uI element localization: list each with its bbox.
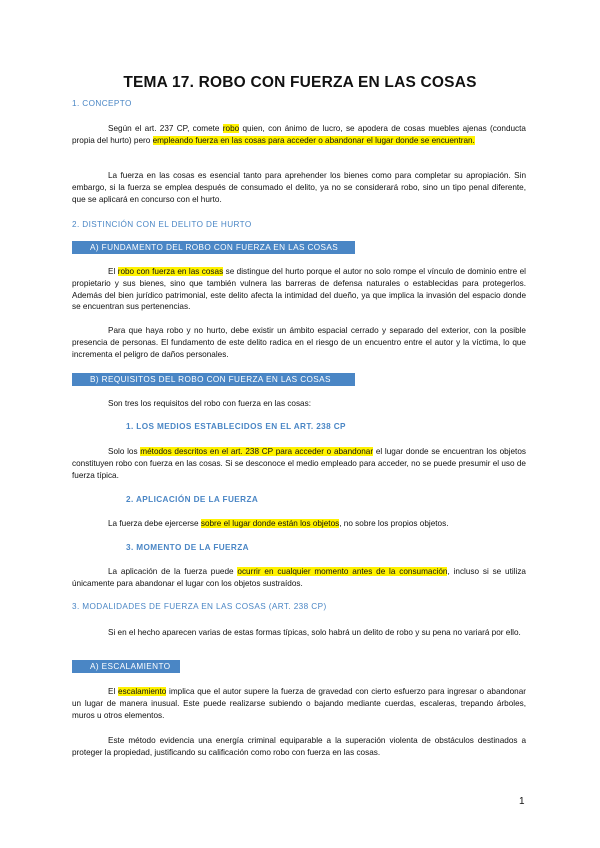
highlight-sobre-el-lugar: sobre el lugar donde están los objetos [200,519,340,528]
text-run: quien, con ánimo de lucro, se apodera de cosas muebles ajenas (conducta propia del hurto) pero [72,124,526,145]
highlight-escalamiento: escalamiento [118,687,167,696]
paragraph-ambito-cerrado [72,325,526,360]
text-run: , no sobre los propios objetos. [339,519,449,528]
highlight-robo: robo [222,124,240,133]
paragraph-tres-requisitos [72,398,526,410]
paragraph-energia-criminal [72,735,526,759]
subheading-fundamento [72,241,355,254]
section-heading-distincion: 2. DISTINCIÓN CON EL DELITO DE HURTO [72,220,252,229]
highlight-robo-con-fuerza: robo con fuerza en las cosas [117,267,224,276]
subheading-label: B) REQUISITOS DEL ROBO CON FUERZA EN LAS COSAS [90,375,331,384]
text-run: Para que haya robo y no hurto, debe existir un ámbito espacial cerrado y separado del exterior, con la posible presencia de personas. El fundamento de este delito radica en el riesgo de un encuentro entre el autor y la víctima, lo que incrementa el peligro de daños personales. [72,326,526,359]
highlight-cualquier-momento: ocurrir en cualquier momento antes de la consumación [237,567,448,576]
paragraph-definicion-robo [72,123,526,147]
paragraph-escalamiento [72,686,526,721]
text-run: Son tres los requisitos del robo con fuerza en las cosas: [108,399,311,408]
paragraph-robo-distincion [72,266,526,313]
text-run: La aplicación de la fuerza puede [108,567,238,576]
paragraph-varias-formas [72,627,526,639]
paragraph-fuerza-esencial [72,170,526,205]
page-number: 1 [519,796,525,807]
text-run: Solo los [108,447,141,456]
text-run: La fuerza debe ejercerse [108,519,201,528]
highlight-empleando-fuerza: empleando fuerza en las cosas para acceder o abandonar el lugar donde se encuentran. [152,135,475,145]
text-run: El [108,267,118,276]
numbered-heading-momento: 3. MOMENTO DE LA FUERZA [126,543,249,552]
subheading-requisitos [72,373,355,386]
numbered-heading-aplicacion: 2. APLICACIÓN DE LA FUERZA [126,495,259,504]
document-title: TEMA 17. ROBO CON FUERZA EN LAS COSAS [123,74,477,91]
subheading-label: A) FUNDAMENTO DEL ROBO CON FUERZA EN LAS COSAS [90,243,339,252]
text-run: , incluso si se utiliza únicamente para abandonar el lugar con los objetos sustraídos. [72,567,526,588]
subheading-label: A) ESCALAMIENTO [90,662,171,671]
text-run: Según el art. 237 CP, comete [108,124,223,133]
paragraph-medios [72,446,526,481]
text-run: El [108,687,119,696]
text-run: implica que el autor supere la fuerza de gravedad con cierto esfuerzo para ingresar o abandonar un lugar de manera inusual. Este puede realizarse subiendo o bajando mediante cuerdas, escaleras, trepando árboles, muros u otros elementos. [72,687,527,720]
text-run: se distingue del hurto porque el autor no solo rompe el vínculo de dominio entre el propietario y sus bienes, sino que también vulnera las barreras de defensa naturales o establecidas para protegerlos. Además del bien jurídico patrimonial, este delito afecta la intimidad del dueño, ya que implica la invasión del espacio donde se encuentran sus pertenencias. [72,267,526,312]
subheading-escalamiento [72,660,180,673]
paragraph-aplicacion [72,518,526,530]
section-heading-concepto: 1. CONCEPTO [72,99,132,108]
numbered-heading-medios: 1. LOS MEDIOS ESTABLECIDOS EN EL ART. 238 CP [126,422,346,431]
section-heading-modalidades: 3. MODALIDADES DE FUERZA EN LAS COSAS (ART. 238 CP) [72,602,327,611]
paragraph-momento [72,566,526,590]
text-run: Este método evidencia una energía criminal equiparable a la superación violenta de obstáculos destinados a proteger la propiedad, justificando su calificación como robo con fuerza en las cosas. [72,736,526,757]
text-run: Si en el hecho aparecen varias de estas formas típicas, solo habrá un delito de robo y su pena no variará por ello. [108,628,521,637]
highlight-metodos-descritos: métodos descritos en el art. 238 CP para acceder o abandonar [140,447,374,456]
text-run: La fuerza en las cosas es esencial tanto para aprehender los bienes como para completar su apropiación. Sin embargo, si la fuerza se emplea después de consumado el delito, ya no se considerará robo, sino un tipo penal diferente, que se aplicará en concurso con el hurto. [72,171,526,204]
text-run: el lugar donde se encuentran los objetos constituyen robo con fuerza en las cosas. Si se desconoce el medio empleado para acceder, no se puede presumir el uso de fuerza típica. [72,447,526,480]
